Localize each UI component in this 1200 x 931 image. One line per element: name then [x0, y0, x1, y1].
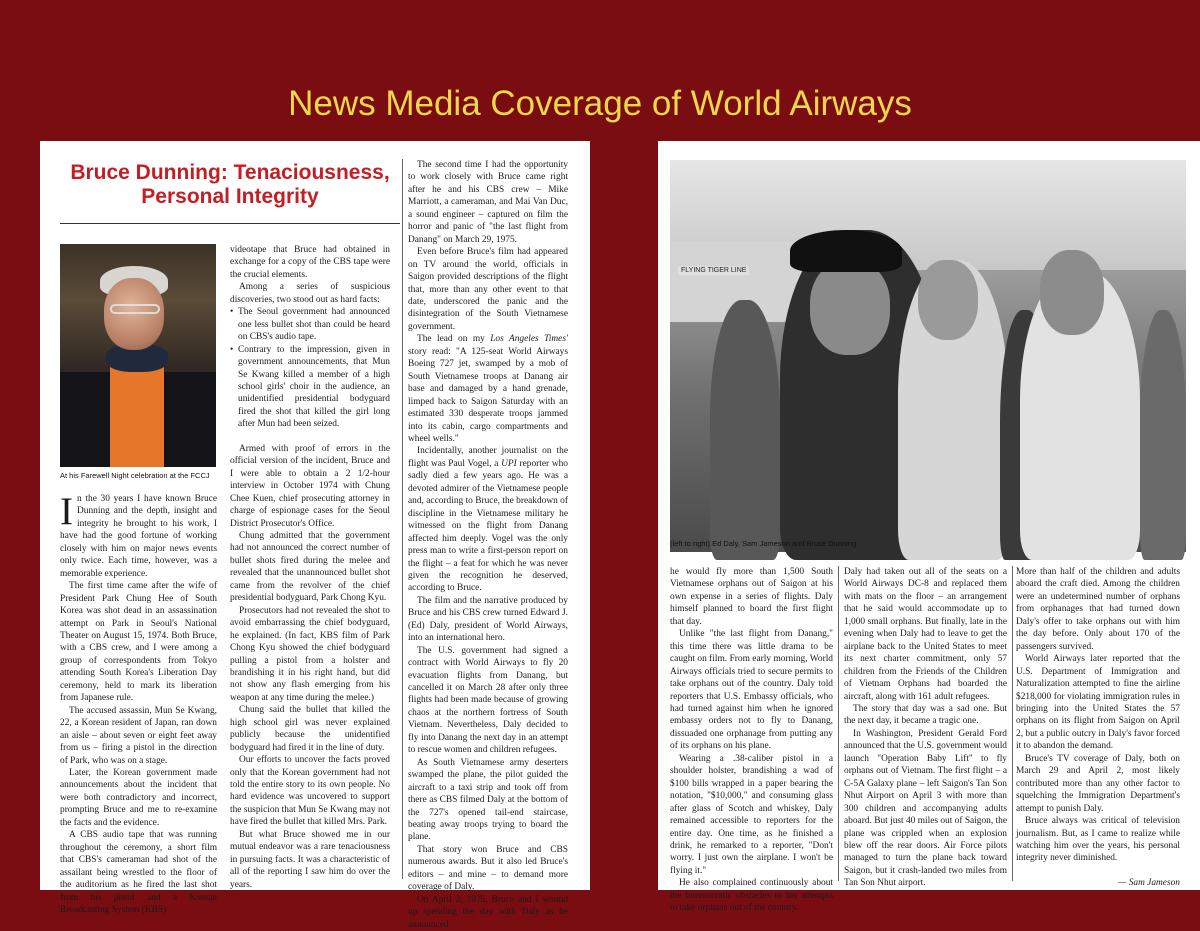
paragraph: Bruce's TV coverage of Daly, both on March 29 and April 2, most likely contributed more than any other factor to squelching the Immigration Department's attempt to punish Daly.	[1016, 753, 1180, 814]
publication-name: UPI	[501, 458, 517, 469]
paragraph: That story won Bruce and CBS numerous awards. But it also led Bruce's editors – and mine – to demand more coverage of Daly.	[408, 844, 568, 893]
column-2	[230, 244, 390, 891]
paragraph: The accused assassin, Mun Se Kwang, 22, a Korean resident of Japan, ran down an aisle – about seven or eight feet away from us – firing a pistol in the direction of Park, who was on a stage.	[60, 705, 217, 766]
paragraph: videotape that Bruce had obtained in exchange for a copy of the CBS tape were the crucial elements.	[230, 245, 390, 280]
paragraph: But what Bruce showed me in our mutual endeavor was a rare tenaciousness in pursuing facts. It was a characteristic of all of the reporting I saw him do over the years.	[230, 829, 390, 890]
article-headline	[60, 161, 400, 209]
column-4	[670, 566, 833, 915]
slide-title: News Media Coverage of World Airways	[288, 84, 912, 123]
paragraph: The story that day was a sad one. But the next day, it became a tragic one.	[844, 703, 1007, 727]
paragraph: In Washington, President Gerald Ford announced that the U.S. government would launch "Operation Baby Lift" to fly orphans out of Vietnam. The first flight – a C-5A Galaxy plane – left Saigon's Tan Son Nhut Airport on April 3 with more than 300 children and accompanying adults aboard. But just 40 miles out of Saigon, the plane was crippled when an explosion blew off the rear doors. Air Force pilots managed to turn the plane back toward Saigon, but it crash-landed two miles from Tan Son Nhut airport.	[844, 728, 1008, 889]
paragraph: On April 2, 1975, Bruce and I wound up spending the day with Daly as he announced	[408, 894, 568, 930]
portrait-caption: At his Farewell Night celebration at the FCCJ	[60, 471, 210, 480]
paragraph: Our efforts to uncover the facts proved only that the Korean government had not told the entire story to its own people. No hard evidence was uncovered to support the suspicion that Mun Se Kwang may not have fired the bullet that killed Mrs. Park.	[230, 755, 390, 828]
paragraph: More than half of the children and adults aboard the craft died. Among the children were an undetermined number of orphans from orphanages that had turned down Daly's offer to take orphans out with him the day before. Only about 170 of the passengers survived.	[1016, 567, 1180, 652]
column-divider	[402, 159, 403, 879]
author-signature: — Sam Jameson	[1118, 877, 1180, 888]
paragraph-text: n the 30 years I have known Bruce Dunning and the depth, insight and integrity he brought to his work, I have had the good fortune of working closely with him on major news events only twice. Each time, however, was a memorable experience.	[60, 494, 217, 579]
paragraph: Wearing a .38-caliber pistol in a shoulder holster, brandishing a wad of $100 bills wrapped in a paper bearing the notation, "$10,000," and consuming glass after glass of Scotch and whiskey, Daly remained accessible to reporters for the entire day. One time, as he finished a drink, he remarked to a reporter, "Don't worry. I just own the airplane. I won't be flying it."	[670, 753, 833, 876]
paragraph: World Airways later reported that the U.S. Department of Immigration and Naturalization attempted to fine the airline $218,000 for violating immigration rules in bringing into the United States the 57 orphans on its flight from Saigon on April 2, but a public outcry in Daly's favor forced it to abandon the demand.	[1016, 654, 1180, 752]
text-run: reporter who sadly died a few years ago. He was a devoted admirer of the Vietnamese people and, according to Bruce, the breakdown of discipline in the Vietnamese military he witnessed on the flight from Danang affected him deeply. Vogel was the only press man to write a first-person report on the flight – a feat for which he was never given the recognition he deserved, according to Bruce.	[408, 458, 568, 594]
paragraph: Chung admitted that the government had not announced the correct number of bullet shots fired during the melee and revealed that the unannounced bullet shot came from the revolver of the chief presidential bodyguard, Park Chong Kyu.	[230, 530, 390, 604]
text-run: The lead on my	[417, 334, 491, 345]
column-divider	[838, 566, 839, 881]
paragraph: Unlike "the last flight from Danang," this time there was little drama to be caught on film. From early morning, World Airways officials tried to secure permits to take orphans out of the country. Daly told reporters that U.S. Embassy officials, who had turned against him when he ignored embassy orders not to fly to Danang, dissuaded one orphanage from putting any of its orphans on his plane.	[670, 629, 833, 752]
paragraph	[408, 333, 568, 445]
paragraph: Later, the Korean government made announcements about the incident that were both contradictory and incorrect, prompting Bruce and me to re-examine the facts and the evidence.	[60, 767, 217, 828]
bullet-item: • The Seoul government had announced one less bullet shot than could be heard on CBS's audio tape.	[238, 306, 390, 343]
text-run: story read: "A 125-seat World Airways Boeing 727 jet, swamped by a mob of South Vietnamese troops at Danang air base and damaged by a hand grenade, limped back to Saigon Saturday with an estimated 330 desperate troops jammed into its cabin, cargo compartments and wheel wells."	[408, 346, 568, 444]
paragraph: A CBS audio tape that was running throughout the ceremony, a short film that CBS's cameraman had shot of the assailant being wrestled to the floor of the auditorium as he fired the last shot from his pistol and a Korean Broadcasting System (KBS)	[60, 830, 217, 915]
drop-cap: I	[60, 490, 73, 533]
photo-sign: FLYING TIGER LINE	[678, 266, 749, 275]
column-divider	[1012, 566, 1013, 881]
column-1	[60, 490, 217, 916]
paragraph: Daly had taken out all of the seats on a World Airways DC-8 and replaced them with mats on the floor – an arrangement that he said would accommodate up to 1,000 small orphans. But finally, late in the evening when Daly had to leave to get the airplane back to the United States to meet its next charter commitment, only 57 children from the Friends of the Children of Vietnam Orphans had boarded the aircraft, along with 161 adult refugees.	[844, 567, 1007, 702]
paragraph: he would fly more than 1,500 South Vietnamese orphans out of Saigon at his own expense in a series of flights. Daly himself planned to board the first flight that day.	[670, 567, 833, 627]
paragraph: The U.S. government had signed a contract with World Airways to fly 20 evacuation flights from Danang, but cancelled it on March 28 after only three flights had been made because of growing chaos at the northern fortress of South Vietnam. Nevertheless, Daly decided to fly into Danang the next day in an attempt to rescue women and children refugees.	[408, 645, 568, 756]
paragraph: The film and the narrative produced by Bruce and his CBS crew turned Edward J. (Ed) Daly, president of World Airways, into an international hero.	[408, 595, 568, 644]
paragraph: Chung said the bullet that killed the high school girl was never explained publicly because the unidentified bodyguard had fired it in the line of duty.	[230, 705, 390, 753]
portrait-photo	[60, 244, 216, 467]
paragraph: Prosecutors had not revealed the shot to avoid embarrassing the chief bodyguard, he explained. (In fact, KBS film of Park Chong Kyu showed the chief bodyguard pulling a pistol from a holster and brandishing it in his right hand, but did not show any flash emerging from his weapon at any time during the melee.)	[230, 605, 390, 703]
paragraph: Even before Bruce's film had appeared on TV around the world, officials in Saigon provided descriptions of the flight that, more than any other event to that date, underscored the panic and the disintegration of the South Vietnamese government.	[408, 247, 568, 332]
paragraph: Armed with proof of errors in the official version of the incident, Bruce and I were able to obtain a 2 1/2-hour interview in October 1974 with Chung Chee Kuen, chief prosecuting attorney in charge of espionage cases for the Seoul District Prosecutor's Office.	[230, 443, 390, 529]
column-5	[844, 566, 1007, 890]
paragraph: As South Vietnamese army deserters swamped the plane, the pilot guided the aircraft to a taxi strip and took off from there as CBS filmed Daly at the bottom of the 727's opened tail-end staircase, beating away troops trying to board the plane.	[408, 757, 568, 843]
headline-line-2: Personal Integrity	[141, 185, 319, 208]
paragraph: The second time I had the opportunity to work closely with Bruce came right after he and his CBS crew – Mike Marriott, a cameraman, and Mai Van Duc, a sound engineer – captured on film the horror and panic of "the last flight from Danang" on March 29, 1975.	[408, 160, 568, 245]
headline-line-1: Bruce Dunning: Tenaciousness,	[70, 161, 390, 184]
left-page	[40, 141, 590, 930]
text-run: Incidentally, another journalist on the flight was Paul Vogel, a	[408, 446, 568, 469]
paragraph: He also complained continuously about the bureaucratic obstacles to his attempts to take orphans out of the country.	[670, 878, 833, 914]
group-photo-caption: (left to right) Ed Daly, Sam Jameson and Bruce Dunning	[670, 539, 857, 548]
bullet-item: • Contrary to the impression, given in government announcements, that Mun Se Kwang killed a member of a high school girls' choir in the audience, an unidentified presidential bodyguard fired the shot that killed the girl long after Mun had been seized.	[238, 344, 390, 431]
paragraph: Bruce always was critical of television journalism. But, as I came to realize while watching him over the years, his personal integrity never diminished.	[1016, 816, 1180, 864]
paragraph: The first time came after the wife of President Park Chung Hee of South Korea was shot dead in an assassination attempt on Park in Seoul's National Theater on August 15, 1974. Both Bruce, with a CBS crew, and I were among a group of correspondents from Tokyo attending South Korea's Liberation Day ceremony, held to mark its liberation from Japanese rule.	[60, 581, 217, 704]
paragraph: Among a series of suspicious discoveries, two stood out as hard facts:	[230, 282, 390, 305]
right-page	[658, 141, 1200, 914]
bullet-list	[230, 306, 390, 431]
column-3	[408, 159, 568, 931]
column-6	[1016, 566, 1180, 889]
paragraph	[408, 445, 568, 594]
group-photo	[670, 160, 1186, 552]
paragraph	[60, 490, 217, 580]
publication-name: Los Angeles Times'	[490, 334, 568, 345]
headline-rule	[60, 223, 400, 224]
